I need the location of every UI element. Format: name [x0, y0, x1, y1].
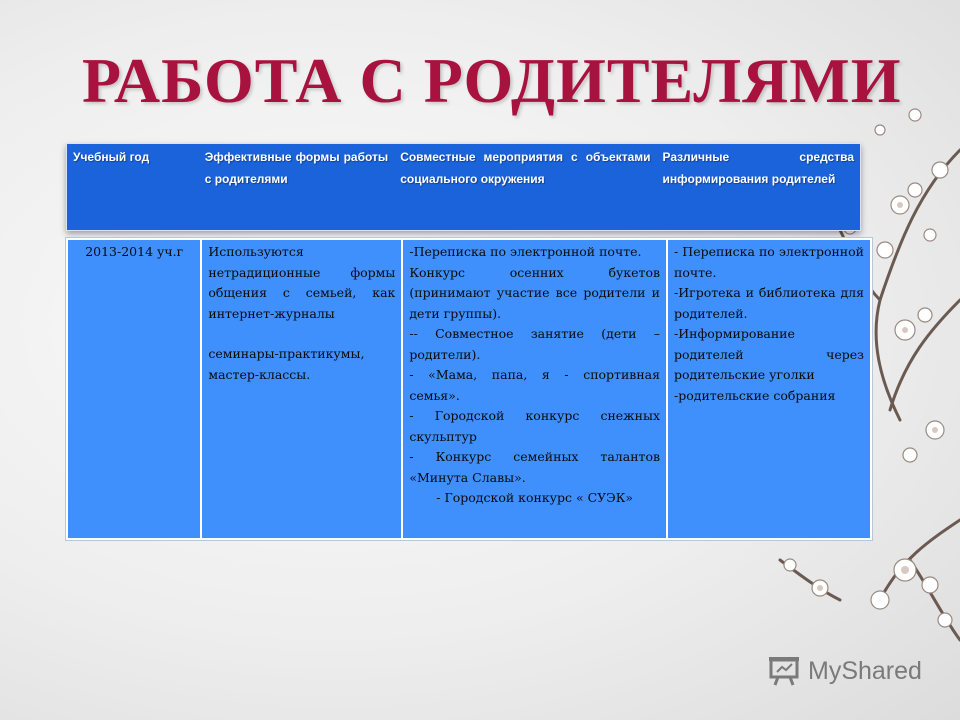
- forms-line: Используются нетрадиционные формы общения с семьей, как интернет-журналы: [208, 244, 396, 321]
- cell-info: [668, 240, 870, 538]
- info-line: - Переписка по электронной почте.: [674, 244, 864, 280]
- events-line: -Переписка по электронной почте.: [409, 244, 642, 259]
- events-line: - Конкурс семейных талантов «Минута Славы».: [409, 449, 661, 485]
- info-line: -родительские собрания: [674, 387, 836, 403]
- info-line: -Игротека и библиотека для родителей.: [674, 285, 864, 321]
- cell-forms: [202, 240, 403, 538]
- events-line: - «Мама, папа, я - спортивная семья».: [409, 367, 661, 403]
- watermark-text: MyShared: [808, 656, 922, 685]
- presentation-icon: [768, 656, 802, 686]
- events-line: - Городской конкурс « СУЭК»: [436, 490, 634, 505]
- forms-spacer: [208, 324, 395, 344]
- header-year: Учебный год: [73, 150, 150, 164]
- table-row: [66, 238, 872, 540]
- cell-events: [403, 240, 668, 538]
- events-line: Конкурс осенних букетов (принимают участие все родители и дети группы).: [409, 264, 661, 321]
- watermark: [768, 656, 922, 686]
- cell-year: [68, 240, 202, 538]
- info-line: -Информирование родителей через родительские уголки: [674, 326, 864, 382]
- forms-line: семинары-практикумы, мастер-классы.: [208, 346, 365, 382]
- header-events: Совместные мероприятия с объектами социального окружения: [400, 150, 651, 186]
- events-line: -- Совместное занятие (дети – родители).: [409, 326, 661, 362]
- table-header: [66, 143, 861, 231]
- page-title: РАБОТА С РОДИТЕЛЯМИ: [82, 45, 902, 116]
- header-info: Различные средства информирования родителей: [662, 150, 854, 186]
- year-text: 2013-2014 уч.г: [85, 244, 184, 259]
- header-forms: Эффективные формы работы с родителями: [204, 150, 389, 186]
- events-line: - Городской конкурс снежных скульптур: [409, 408, 661, 444]
